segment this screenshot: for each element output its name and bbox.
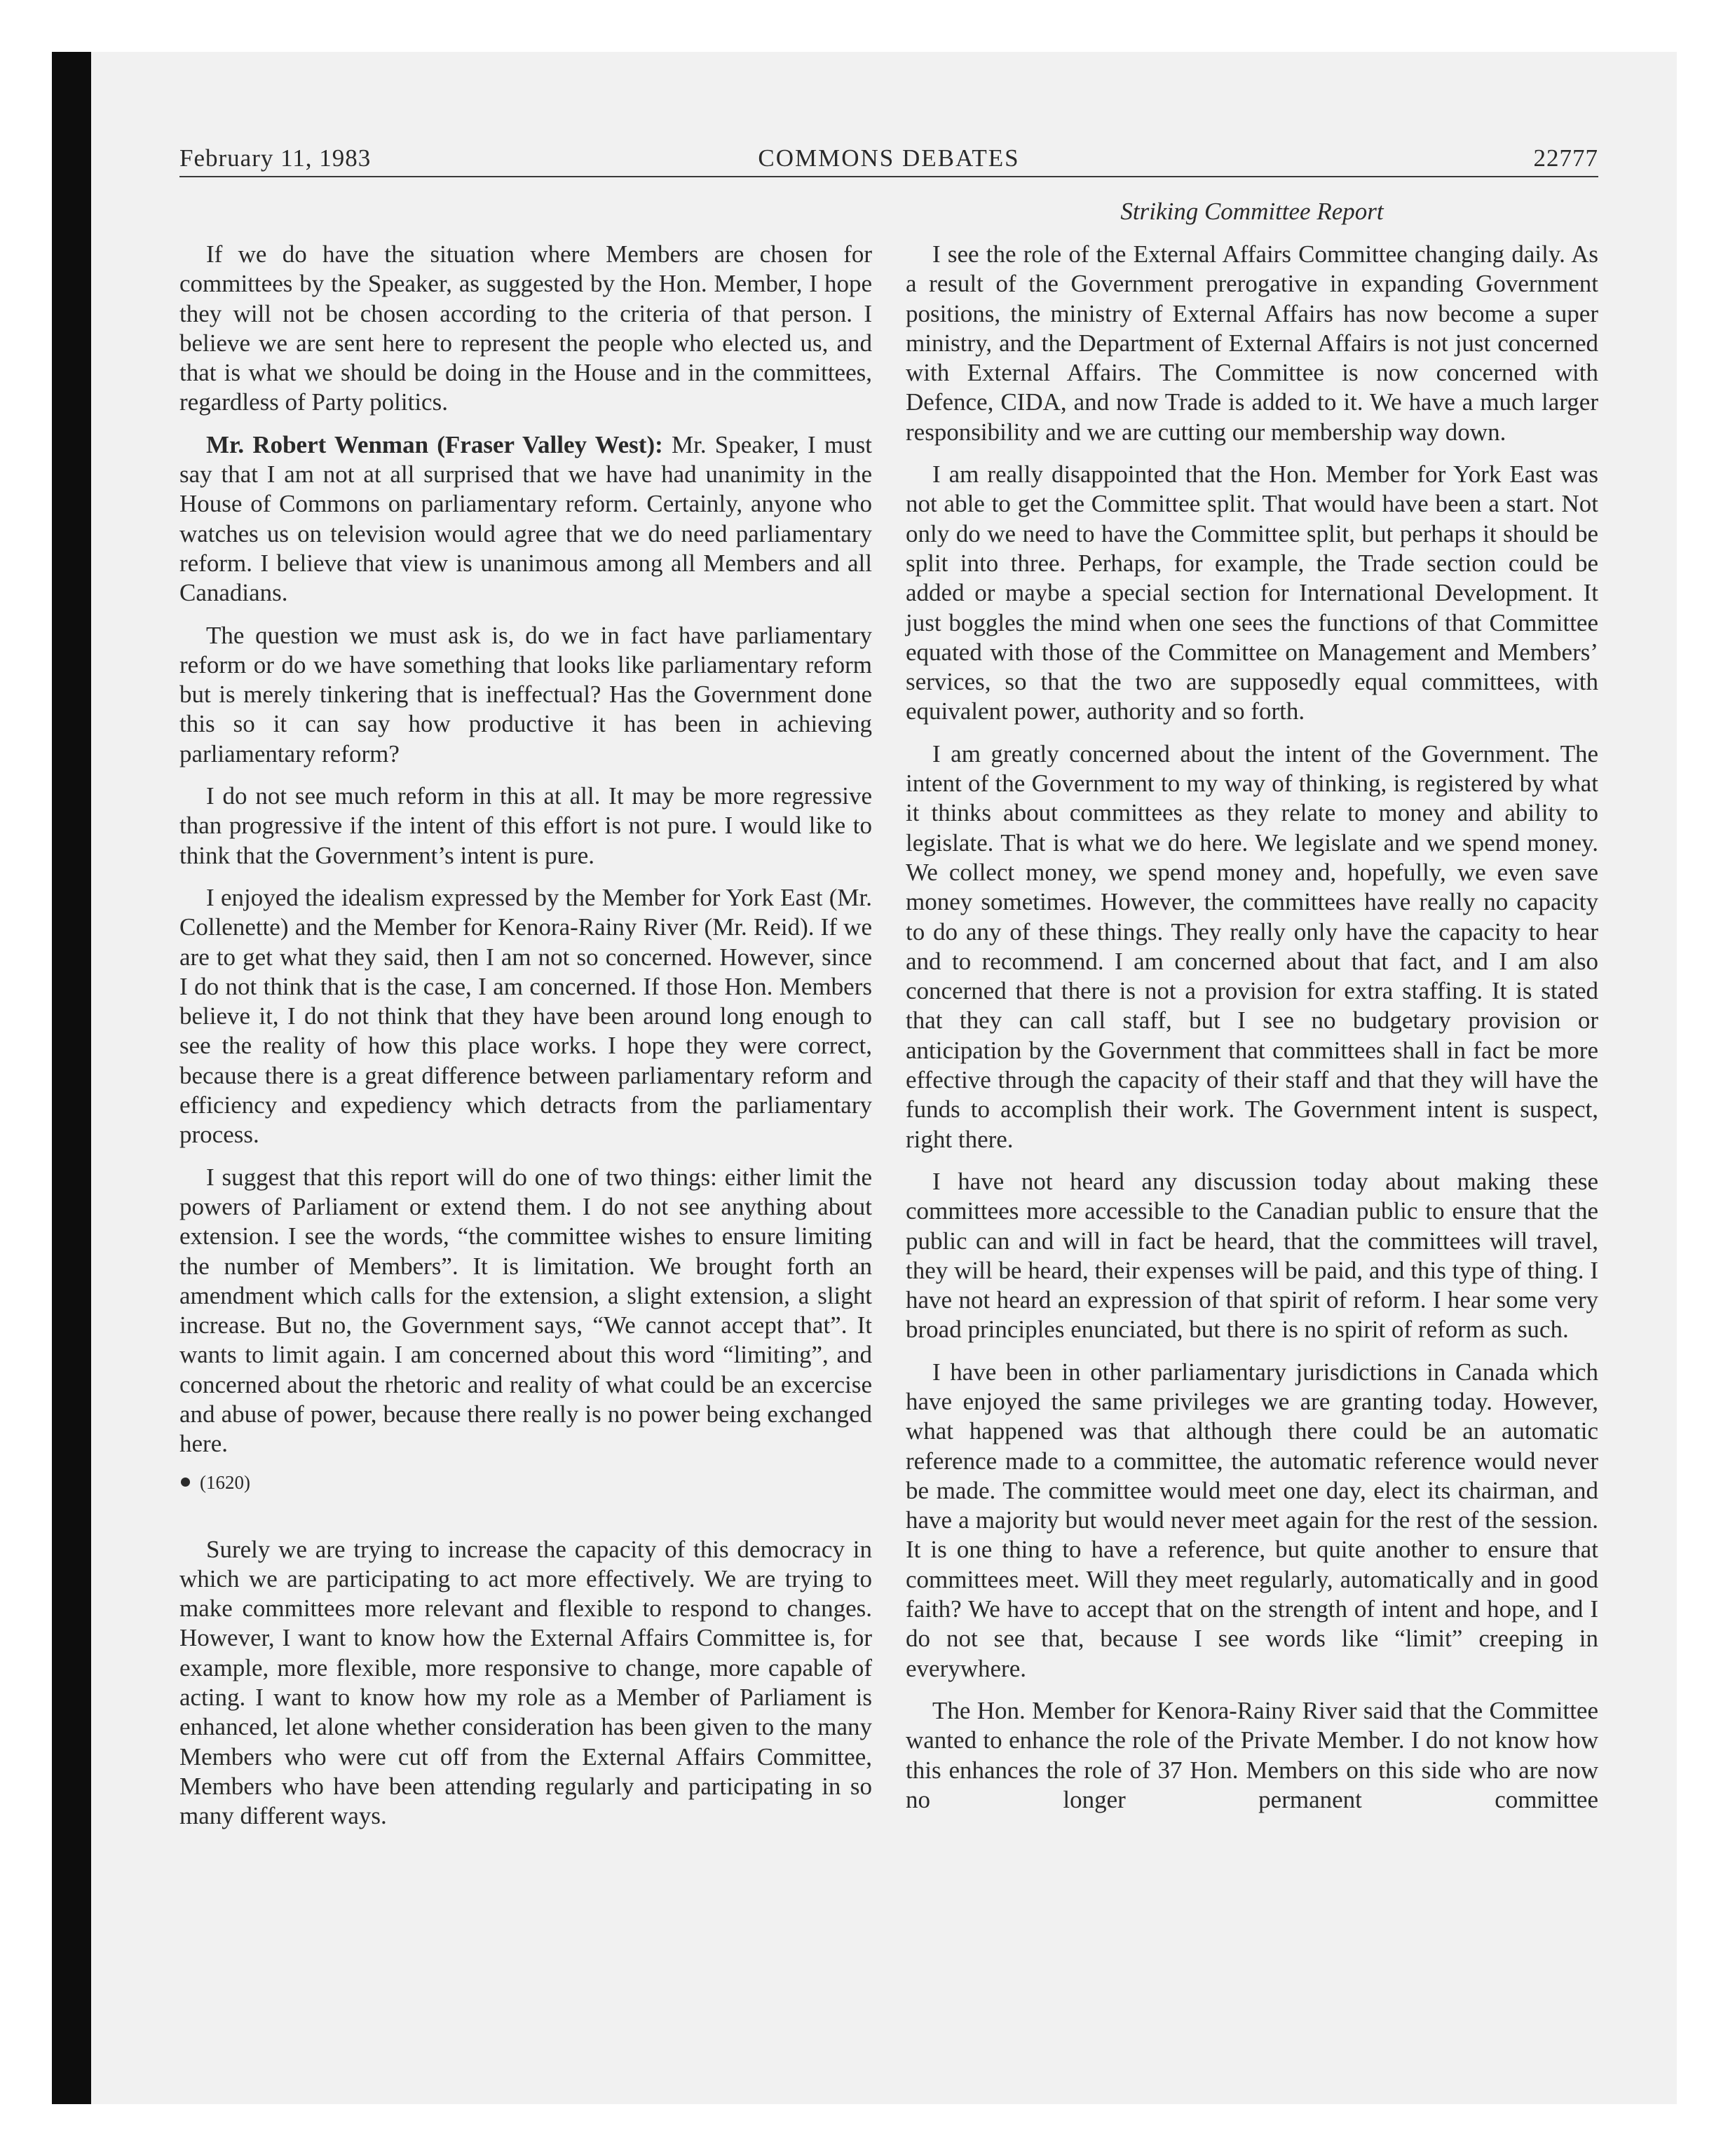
header-page-number: 22777	[1533, 144, 1598, 172]
paragraph: The Hon. Member for Kenora-Rainy River said that the Committee wanted to enhance the role of the Private Member. I do not know how this enhances the role of 37 Hon. Members on this side who are now no longer permanent committee	[906, 1696, 1598, 1813]
paragraph	[179, 430, 872, 608]
paragraph: I have been in other parliamentary jurisdictions in Canada which have enjoyed the same privileges we are granting today. However, what happened was that although there could be an automatic reference made to a committee, the automatic reference would never be made. The committee would meet one day, elect its chairman, and have a majority but would never meet again for the rest of the session. It is one thing to have a reference, but quite another to ensure that committees meet. Will they meet regularly, automatically and in good faith? We have to accept that on the strength of intent and hope, and I do not see that, because I see words like “limit” creeping in everywhere.	[906, 1358, 1598, 1682]
scan-binding-edge	[52, 52, 91, 2104]
header-title: COMMONS DEBATES	[758, 144, 1020, 172]
paragraph: Surely we are trying to increase the capacity of this democracy in which we are participating to act more effectively. We are trying to make committees more relevant and flexible to respond to changes. However, I want to know how the External Affairs Committee is, for example, more flexible, more responsive to change, more capable of acting. I want to know how my role as a Member of Parliament is enhanced, let alone whether consideration has been given to the many Members who were cut off from the External Affairs Committee, Members who have been attending regularly and participating in so many different ways.	[179, 1535, 872, 1830]
paragraph: The question we must ask is, do we in fact have parliamentary reform or do we have something that looks like parliamentary reform but is merely tinkering that is ineffectual? Has the Government done this so it can say how productive it has been in achieving parliamentary reform?	[179, 621, 872, 767]
left-column	[179, 240, 872, 1844]
paragraph: I do not see much reform in this at all. It may be more regressive than progressive if the intent of this effort is not pure. I would like to think that the Government’s intent is pure.	[179, 782, 872, 869]
header-rule	[179, 176, 1598, 177]
paragraph: I have not heard any discussion today about making these committees more accessible to the Canadian public to ensure that the public can and will in fact be heard, that the committees will travel, they will be heard, their expenses will be paid, and this type of thing. I have not heard an expression of that spirit of reform. I hear some very broad principles enunciated, but there is no spirit of reform as such.	[906, 1167, 1598, 1344]
header-date: February 11, 1983	[179, 144, 372, 172]
time-marker	[179, 1471, 872, 1494]
paragraph: If we do have the situation where Members are chosen for committees by the Speaker, as suggested by the Hon. Member, I hope they will not be chosen according to the criteria of that person. I believe we are sent here to represent the people who elected us, and that is what we should be doing in the House and in the committees, regardless of Party politics.	[179, 240, 872, 416]
paragraph: I am really disappointed that the Hon. Member for York East was not able to get the Committee split. That would have been a start. Not only do we need to have the Committee split, but perhaps it should be split into three. Perhaps, for example, the Trade section could be added or maybe a special section for International Development. It just boggles the mind when one sees the functions of that Committee equated with those of the Committee on Management and Members’ services, so that the two are supposedly equal committees, with equivalent power, authority and so forth.	[906, 460, 1598, 725]
paragraph: I am greatly concerned about the intent of the Government. The intent of the Government to my way of thinking, is registered by what it thinks about committees as they relate to money and ability to legislate. That is what we do here. We legislate and we spend money. We collect money, we spend money and, hopefully, we even save money sometimes. However, the committees have really no capacity to do any of these things. They really only have the capacity to hear and to recommend. I am concerned about that fact, and I am also concerned that there is not a provision for extra staffing. It is stated that they can call staff, but I see no budgetary provision or anticipation by the Government that committees shall in fact be more effective through the capacity of their staff and that they will have the funds to accomplish their work. The Government intent is suspect, right there.	[906, 739, 1598, 1153]
paragraph: I see the role of the External Affairs Committee changing daily. As a result of the Government prerogative in expanding Government positions, the ministry of External Affairs has now become a super ministry, and the Department of External Affairs is not just concerned with External Affairs. The Committee is now concerned with Defence, CIDA, and now Trade is added to it. We have a much larger responsibility and we are cutting our membership way down.	[906, 240, 1598, 446]
right-column	[906, 240, 1598, 1827]
timestamp-text: (1620)	[200, 1471, 250, 1493]
paragraph: I enjoyed the idealism expressed by the Member for York East (Mr. Collenette) and the Member for Kenora-Rainy River (Mr. Reid). If we are to get what they said, then I am not so concerned. However, since I do not think that is the case, I am concerned. If those Hon. Members believe it, I do not think that they have been around long enough to see the reality of how this place works. I hope they were correct, because there is a great difference between parliamentary reform and efficiency and expediency which detracts from the parliamentary process.	[179, 883, 872, 1149]
paragraph: I suggest that this report will do one of two things: either limit the powers of Parliament or extend them. I do not see anything about extension. I see the words, “the committee wishes to ensure limiting the number of Members”. It is limitation. We brought forth an amendment which calls for the extension, a slight extension, a slight increase. But no, the Government says, “We cannot accept that”. It wants to limit again. I am concerned about this word “limiting”, and concerned about the rhetoric and reality of what could be an excercise and abuse of power, because there really is no power being exchanged here.	[179, 1163, 872, 1458]
speech-text: Mr. Speaker, I must say that I am not at all surprised that we have had unanimity in the House of Commons on parliamentary reform. Certainly, anyone who watches us on television would agree that we do need parliamentary reform. I believe that view is unanimous among all Members and all Canadians.	[179, 430, 872, 607]
speaker-name: Mr. Robert Wenman (Fraser Valley West):	[206, 430, 663, 458]
bullet-icon	[181, 1478, 190, 1487]
page-header	[179, 139, 1598, 178]
running-head: Striking Committee Report	[1120, 198, 1384, 225]
